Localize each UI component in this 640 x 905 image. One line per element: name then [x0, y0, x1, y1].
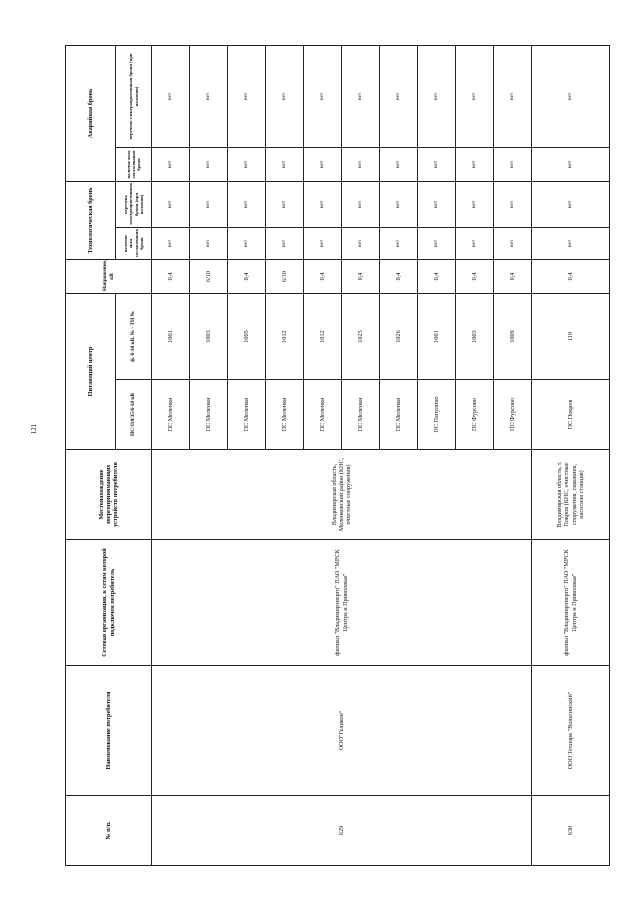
tech-list-cell: нет: [532, 181, 610, 227]
feeder-cell: 1012: [266, 294, 304, 380]
voltage-cell: 0,4: [228, 260, 266, 294]
emerg-list-cell: нет: [342, 45, 380, 147]
voltage-cell: 0,4: [494, 260, 532, 294]
emerg-list-cell: нет: [266, 45, 304, 147]
ps-cell: ПС Меленки: [190, 380, 228, 450]
tech-list-cell: нет: [152, 181, 190, 227]
emerg-act-cell: нет: [228, 147, 266, 181]
reserve-table: [65, 45, 610, 866]
emerg-list-cell: нет: [494, 45, 532, 147]
feeder-cell: 1026: [380, 294, 418, 380]
ps-cell: ПС Фурсово: [494, 380, 532, 450]
feeder-cell: 1003: [190, 294, 228, 380]
emerg-act-cell: нет: [304, 147, 342, 181]
tech-list-cell: нет: [304, 181, 342, 227]
voltage-cell: 0,4: [380, 260, 418, 294]
feeder-cell: 1005: [228, 294, 266, 380]
ps-cell: ПС Меленки: [380, 380, 418, 450]
tech-act-cell: нет: [532, 228, 610, 260]
network-org: филиал "Владимирэнерго" ПАО "МРСК Центра и Приволжья": [532, 540, 610, 666]
tech-list-cell: нет: [494, 181, 532, 227]
table-row: [532, 45, 610, 865]
voltage-cell: 0,4: [456, 260, 494, 294]
location: Владимирская область, г. Покров (КНС, очистные сооружения, скважина, насосная станция): [532, 450, 610, 540]
consumer-name: ООО"Геликон": [152, 666, 532, 796]
voltage-cell: 6/10: [266, 260, 304, 294]
emerg-list-cell: нет: [532, 45, 610, 147]
table-row: [152, 45, 190, 865]
tech-list-cell: нет: [266, 181, 304, 227]
feeder-cell: 119: [532, 294, 610, 380]
tech-act-cell: нет: [494, 228, 532, 260]
feeder-cell: 1001: [152, 294, 190, 380]
tech-act-cell: нет: [380, 228, 418, 260]
ps-cell: ПС Меленки: [228, 380, 266, 450]
ps-cell: ПС Покров: [532, 380, 610, 450]
emerg-act-cell: нет: [532, 147, 610, 181]
tech-act-cell: нет: [456, 228, 494, 260]
row-num: 629: [152, 796, 532, 866]
tech-list-cell: нет: [380, 181, 418, 227]
header-power-center: Питающий центр: [66, 294, 116, 450]
header-emergency-reserve: Аварийная бронь: [66, 45, 116, 181]
tech-act-cell: нет: [342, 228, 380, 260]
voltage-cell: 0,4: [342, 260, 380, 294]
header-emerg-list: перечень электроприемников брони (при наличии): [116, 45, 152, 147]
header-location: Местонахождение энергопринимающих устройств потребителя: [66, 450, 152, 540]
ps-cell: ПС Фурсово: [456, 380, 494, 450]
feeder-cell: 1003: [456, 294, 494, 380]
tech-act-cell: нет: [228, 228, 266, 260]
emerg-act-cell: нет: [380, 147, 418, 181]
emerg-list-cell: нет: [304, 45, 342, 147]
tech-list-cell: нет: [418, 181, 456, 227]
tech-list-cell: нет: [342, 181, 380, 227]
emerg-act-cell: нет: [266, 147, 304, 181]
ps-cell: ПС Меленки: [304, 380, 342, 450]
header-emerg-act: наличие акта согласования брони: [116, 147, 152, 181]
emerg-act-cell: нет: [152, 147, 190, 181]
emerg-act-cell: нет: [494, 147, 532, 181]
emerg-act-cell: нет: [456, 147, 494, 181]
header-feeder: ф. 6-10 кВ, № - ТП №: [116, 294, 152, 380]
network-org: филиал "Владимирэнерго" ПАО "МРСК Центра и Приволжья": [152, 540, 532, 666]
feeder-cell: 1025: [342, 294, 380, 380]
emerg-list-cell: нет: [380, 45, 418, 147]
emerg-act-cell: нет: [190, 147, 228, 181]
table-body: [152, 45, 610, 865]
tech-act-cell: нет: [152, 228, 190, 260]
page-number: 121: [30, 423, 38, 435]
tech-list-cell: нет: [456, 181, 494, 227]
header-tech-list: перечень электроприемников брони (при наличии): [116, 181, 152, 227]
emerg-list-cell: нет: [456, 45, 494, 147]
emerg-list-cell: нет: [190, 45, 228, 147]
consumer-name: ООО Техпарк "Вольгинский": [532, 666, 610, 796]
tech-act-cell: нет: [190, 228, 228, 260]
tech-act-cell: нет: [266, 228, 304, 260]
voltage-cell: 0,4: [532, 260, 610, 294]
header-network: Сетевая организация, к сетям которой подключен потребитель: [66, 540, 152, 666]
tech-act-cell: нет: [304, 228, 342, 260]
tech-list-cell: нет: [190, 181, 228, 227]
ps-cell: ПС Меленки: [266, 380, 304, 450]
header-tech-reserve: Технологическая бронь: [66, 181, 116, 259]
emerg-list-cell: нет: [152, 45, 190, 147]
voltage-cell: 0,4: [152, 260, 190, 294]
emerg-act-cell: нет: [418, 147, 456, 181]
header-voltage: Напряжение, кВ: [66, 260, 152, 294]
voltage-cell: 6/10: [190, 260, 228, 294]
tech-act-cell: нет: [418, 228, 456, 260]
header-tech-act: наличие акта согласования брони: [116, 228, 152, 260]
ps-cell: ПС Папулино: [418, 380, 456, 450]
emerg-act-cell: нет: [342, 147, 380, 181]
voltage-cell: 0,4: [304, 260, 342, 294]
ps-cell: ПС Меленки: [342, 380, 380, 450]
tech-list-cell: нет: [228, 181, 266, 227]
feeder-cell: 1001: [418, 294, 456, 380]
emerg-list-cell: нет: [418, 45, 456, 147]
table-header: [66, 45, 152, 865]
header-ps: ПС/110/35/6-10 кВ: [116, 380, 152, 450]
emerg-list-cell: нет: [228, 45, 266, 147]
header-num: № п/п.: [66, 796, 152, 866]
rotated-table-wrapper: [65, 46, 610, 866]
feeder-cell: 1012: [304, 294, 342, 380]
row-num: 630: [532, 796, 610, 866]
voltage-cell: 0,4: [418, 260, 456, 294]
feeder-cell: 1009: [494, 294, 532, 380]
ps-cell: ПС Меленки: [152, 380, 190, 450]
header-consumer: Наименование потребителя: [66, 666, 152, 796]
location: Владимирская область, Меленковский район (КНС, очистные сооружения): [152, 450, 532, 540]
